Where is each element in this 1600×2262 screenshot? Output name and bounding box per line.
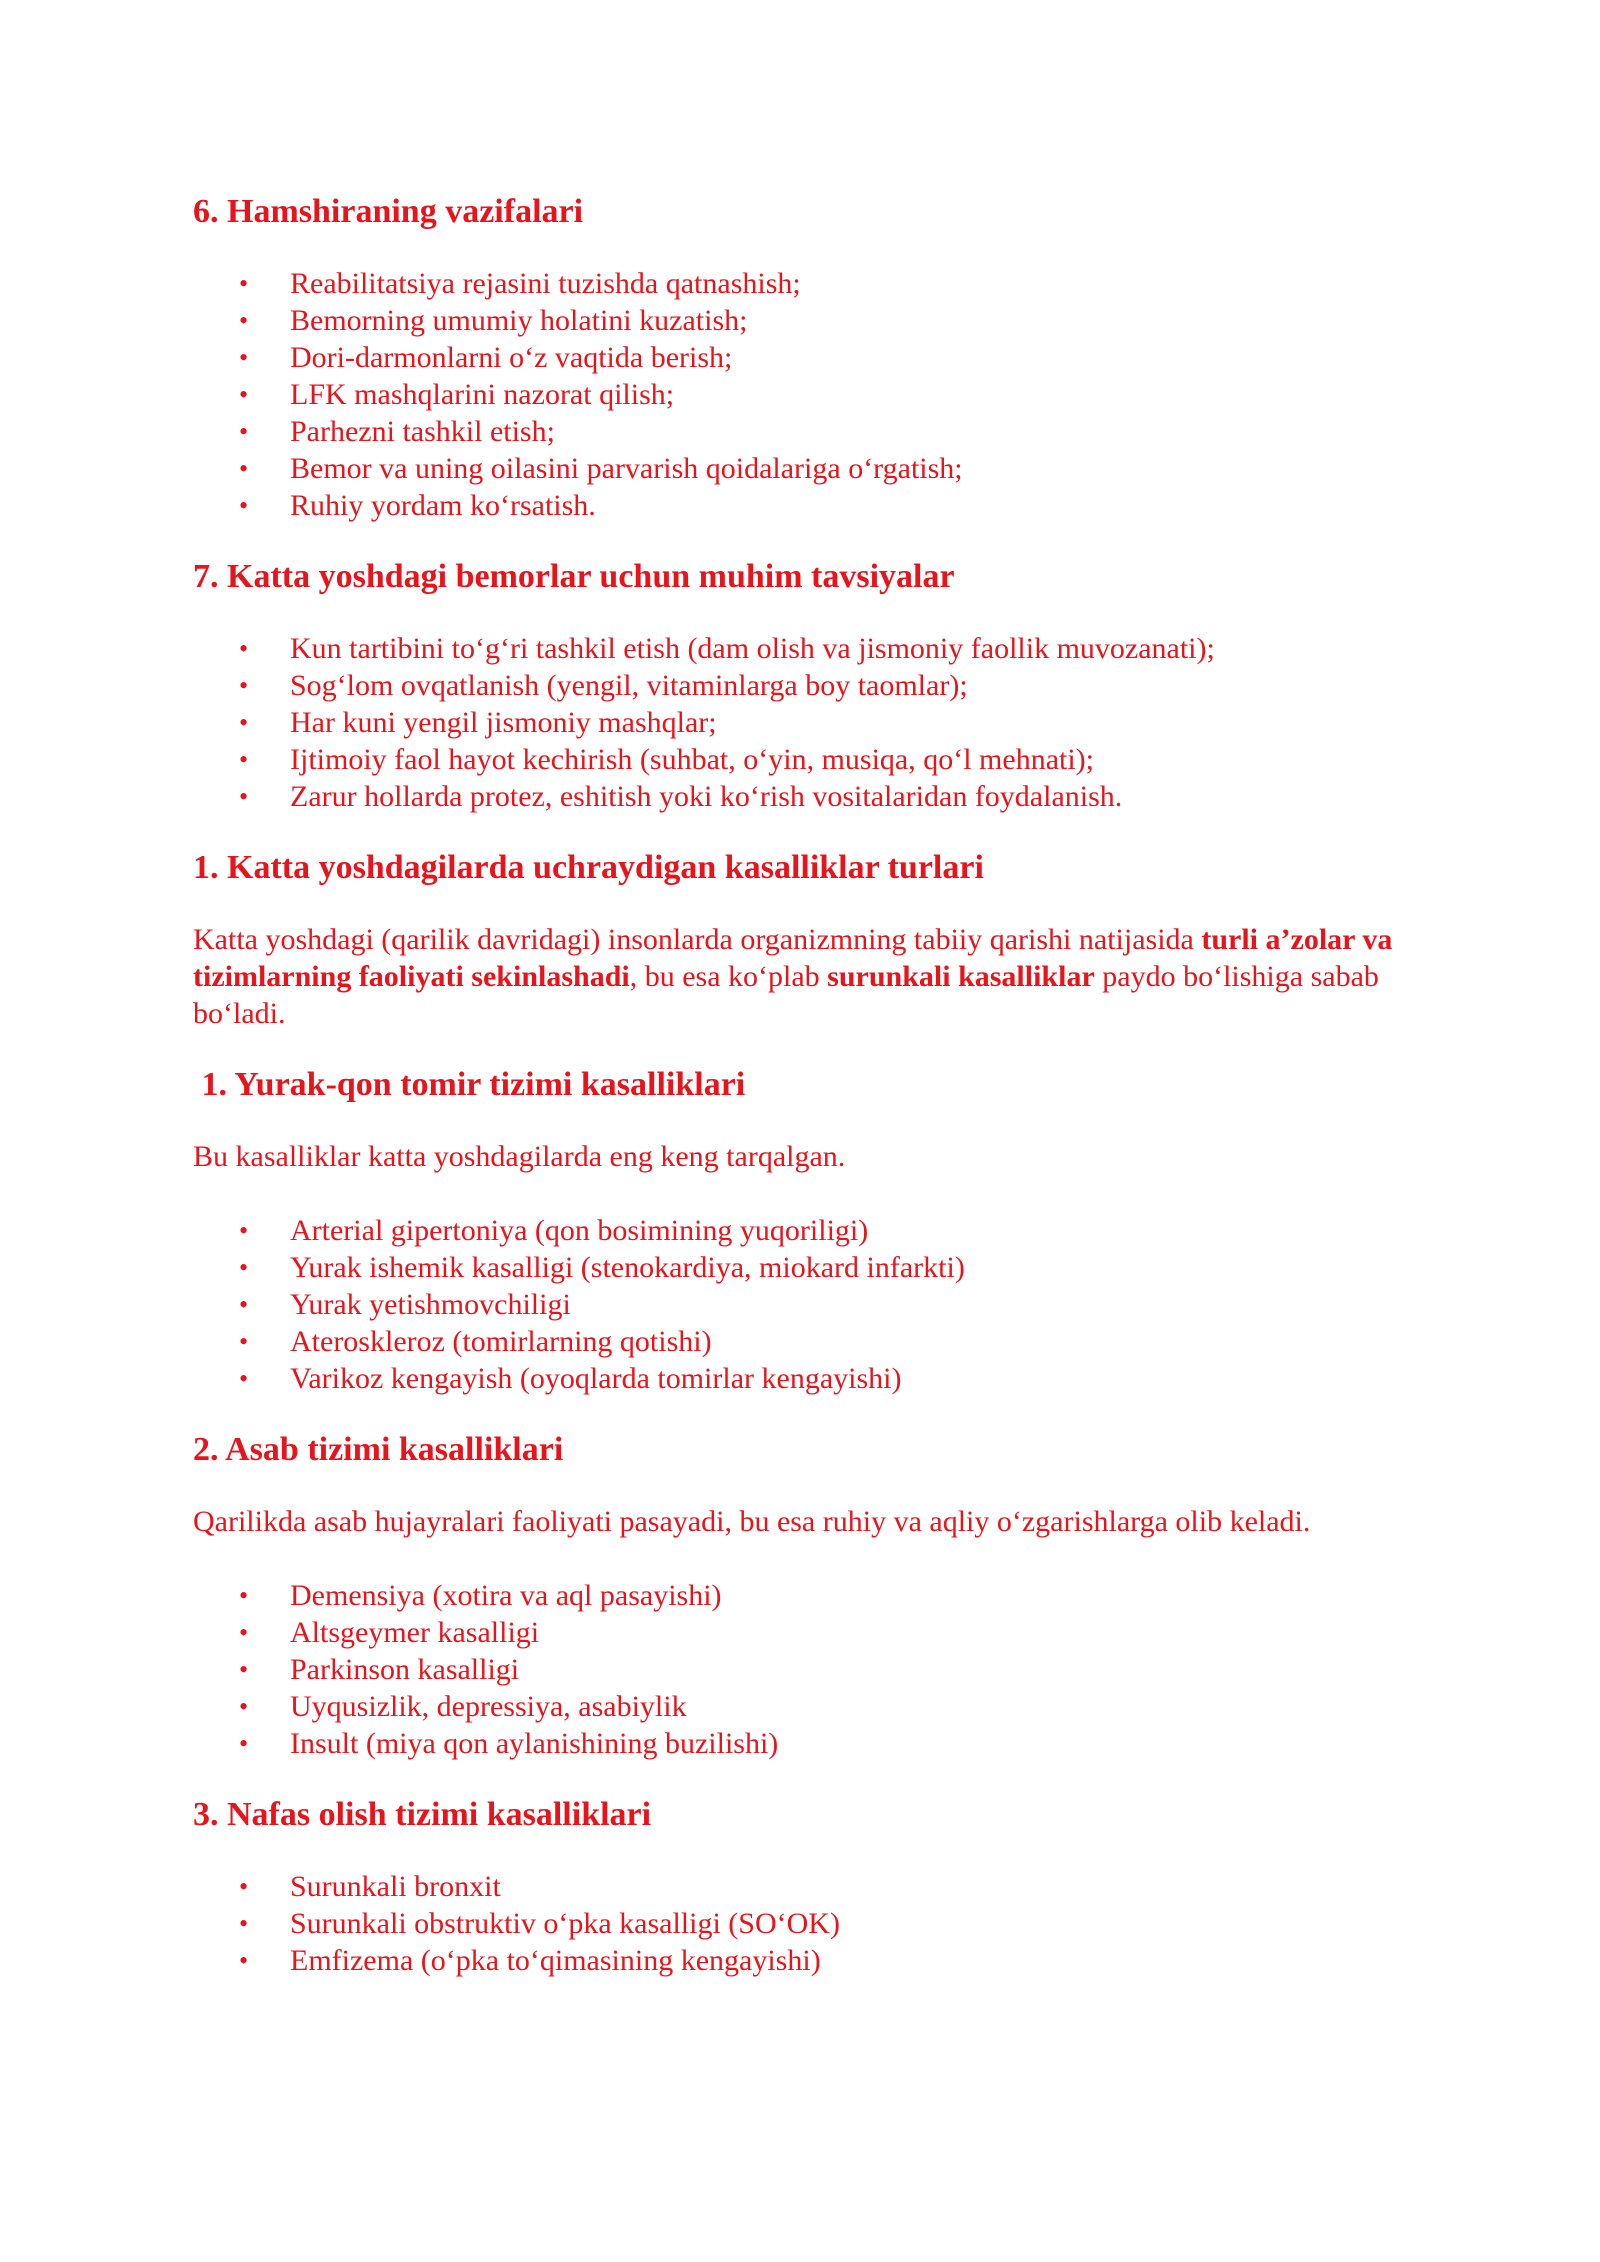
bullet-icon: •	[239, 708, 249, 737]
bullet-icon: •	[239, 1618, 249, 1647]
list-item: • Dori-darmonlarni o‘z vaqtida berish;	[239, 341, 733, 374]
bullet-icon: •	[239, 1692, 249, 1721]
bullet-icon: •	[239, 1872, 249, 1901]
list-item: • Ijtimoiy faol hayot kechirish (suhbat, o‘yin, musiqa, qo‘l mehnati);	[239, 743, 1095, 776]
list-item: • Har kuni yengil jismoniy mashqlar;	[239, 706, 717, 739]
nervous-system-list	[193, 1577, 1423, 1762]
bullet-icon: •	[239, 1327, 249, 1356]
bullet-icon: •	[239, 269, 249, 298]
bullet-icon: •	[239, 1655, 249, 1684]
list-item: • Reabilitatsiya rejasini tuzishda qatnashish;	[239, 267, 801, 300]
cardiovascular-list	[193, 1212, 1423, 1397]
list-item: • Ateroskleroz (tomirlarning qotishi)	[239, 1325, 712, 1358]
disease-types-intro: Katta yoshdagi (qarilik davridagi) insonlarda organizmning tabiiy qarishi natijasida turli a’zolar va tizimlarning faoliyati sekinlashadi, bu esa ko‘plab surunkali kasalliklar paydo bo‘lishiga sabab bo‘ladi.	[193, 923, 1393, 1030]
list-item: • Arterial gipertoniya (qon bosimining yuqoriligi)	[239, 1214, 869, 1247]
list-item: • Demensiya (xotira va aql pasayishi)	[239, 1579, 722, 1612]
bullet-icon: •	[239, 1729, 249, 1758]
cardiovascular-intro: Bu kasalliklar katta yoshdagilarda eng keng tarqalgan.	[193, 1140, 846, 1173]
bullet-icon: •	[239, 343, 249, 372]
bullet-icon: •	[239, 634, 249, 663]
list-item: • Kun tartibini to‘g‘ri tashkil etish (dam olish va jismoniy faollik muvozanati);	[239, 632, 1215, 665]
bullet-icon: •	[239, 782, 249, 811]
bullet-icon: •	[239, 1946, 249, 1975]
list-item: • Yurak yetishmovchiligi	[239, 1288, 571, 1321]
list-item: • Insult (miya qon aylanishining buzilishi)	[239, 1727, 779, 1760]
list-item: • Zarur hollarda protez, eshitish yoki ko‘rish vositalaridan foydalanish.	[239, 780, 1123, 813]
list-item: • Yurak ishemik kasalligi (stenokardiya, miokard infarkti)	[239, 1251, 965, 1284]
list-item: • Surunkali obstruktiv o‘pka kasalligi (SO‘OK)	[239, 1907, 840, 1940]
document-content	[193, 190, 1423, 1979]
list-item: • Bemorning umumiy holatini kuzatish;	[239, 304, 748, 337]
bullet-icon: •	[239, 491, 249, 520]
section-heading-nurse-duties: 6. Hamshiraning vazifalari	[193, 193, 584, 230]
list-item: • Parhezni tashkil etish;	[239, 415, 555, 448]
bullet-icon: •	[239, 1581, 249, 1610]
nurse-duties-list	[193, 265, 1423, 524]
list-item: • LFK mashqlarini nazorat qilish;	[239, 378, 675, 411]
list-item: • Altsgeymer kasalligi	[239, 1616, 540, 1649]
respiratory-list	[193, 1868, 1423, 1979]
bullet-icon: •	[239, 454, 249, 483]
section-heading-nervous-system: 2. Asab tizimi kasalliklari	[193, 1431, 564, 1468]
bullet-icon: •	[239, 380, 249, 409]
list-item: • Sog‘lom ovqatlanish (yengil, vitaminlarga boy taomlar);	[239, 669, 968, 702]
bullet-icon: •	[239, 1364, 249, 1393]
list-item: • Uyqusizlik, depressiya, asabiylik	[239, 1690, 687, 1723]
section-heading-cardiovascular: 1. Yurak-qon tomir tizimi kasalliklari	[193, 1066, 746, 1103]
bullet-icon: •	[239, 1909, 249, 1938]
intro-bold-chronic: surunkali kasalliklar	[827, 960, 1095, 993]
bullet-icon: •	[239, 671, 249, 700]
bullet-icon: •	[239, 417, 249, 446]
section-heading-respiratory: 3. Nafas olish tizimi kasalliklari	[193, 1796, 652, 1833]
intro-bold-organs: turli a’zolar va tizimlarning faoliyati sekinlashadi	[193, 923, 1393, 993]
list-item: • Emfizema (o‘pka to‘qimasining kengayishi)	[239, 1944, 821, 1977]
list-item: • Ruhiy yordam ko‘rsatish.	[239, 489, 596, 522]
list-item: • Surunkali bronxit	[239, 1870, 501, 1903]
section-heading-disease-types: 1. Katta yoshdagilarda uchraydigan kasalliklar turlari	[193, 849, 984, 886]
bullet-icon: •	[239, 1216, 249, 1245]
list-item: • Varikoz kengayish (oyoqlarda tomirlar kengayishi)	[239, 1362, 902, 1395]
bullet-icon: •	[239, 1253, 249, 1282]
elderly-recommendations-list	[193, 630, 1423, 815]
bullet-icon: •	[239, 306, 249, 335]
section-heading-elderly-recommendations: 7. Katta yoshdagi bemorlar uchun muhim tavsiyalar	[193, 558, 955, 595]
list-item: • Bemor va uning oilasini parvarish qoidalariga o‘rgatish;	[239, 452, 963, 485]
bullet-icon: •	[239, 745, 249, 774]
list-item: • Parkinson kasalligi	[239, 1653, 520, 1686]
nervous-system-intro: Qarilikda asab hujayralari faoliyati pasayadi, bu esa ruhiy va aqliy o‘zgarishlarga olib keladi.	[193, 1505, 1311, 1538]
bullet-icon: •	[239, 1290, 249, 1319]
